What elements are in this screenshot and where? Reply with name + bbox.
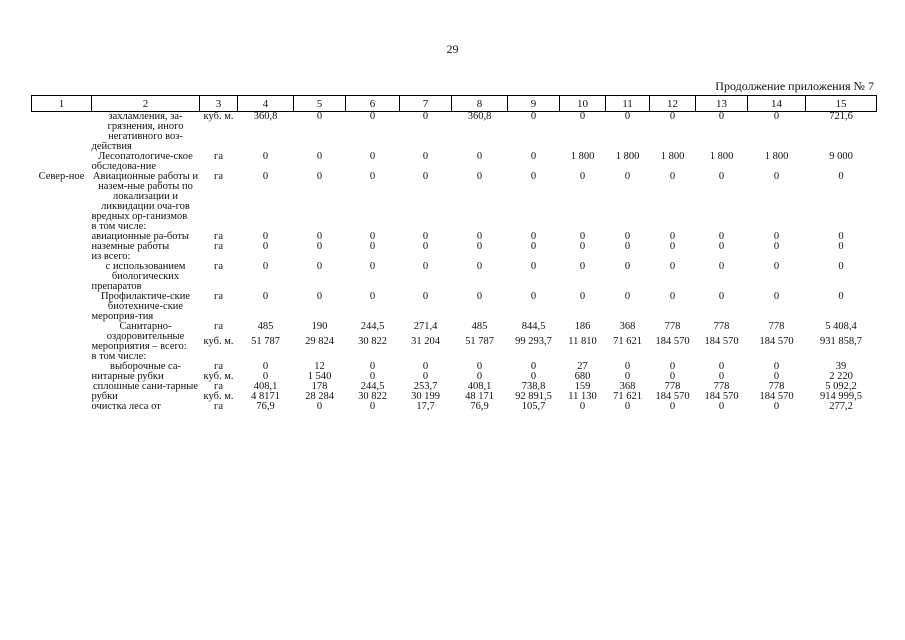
table-row (32, 362, 877, 372)
value-cell: 0 (422, 231, 429, 242)
column-header: 11 (606, 96, 650, 112)
region-cell (32, 402, 92, 412)
value-cell: 0 (669, 231, 676, 242)
value-cell: 184 570 (704, 391, 739, 402)
value-cell: 0 (476, 261, 483, 272)
column-header: 9 (508, 96, 560, 112)
value-cell: 184 570 (759, 336, 794, 347)
value-cell: 0 (838, 291, 844, 302)
value-cell: 0 (773, 231, 780, 242)
value-cell: 0 (369, 261, 376, 272)
value-cell: 0 (579, 171, 586, 182)
value-cell: 0 (773, 171, 780, 182)
value-cell: 0 (369, 291, 376, 302)
table-row (32, 322, 877, 337)
value-cell: 0 (579, 111, 586, 122)
value-cell: 360,8 (467, 111, 492, 122)
value-cell: 184 570 (655, 336, 690, 347)
value-cell: 39 (835, 361, 847, 372)
value-cell: 76,9 (256, 401, 275, 412)
region-cell (32, 252, 92, 262)
table-body (32, 112, 877, 413)
value-cell: 844,5 (521, 321, 546, 332)
column-header: 4 (238, 96, 294, 112)
column-header: 14 (748, 96, 806, 112)
value-cell: 0 (530, 151, 537, 162)
region-cell (32, 352, 92, 362)
value-cell: 0 (316, 171, 323, 182)
value-cell: 0 (624, 371, 631, 382)
column-header: 15 (806, 96, 877, 112)
value-cell: 0 (422, 111, 429, 122)
continuation-title: Продолжение приложения № 7 (715, 79, 874, 93)
value-cell: 0 (530, 111, 537, 122)
value-cell: 0 (476, 371, 483, 382)
column-header: 13 (696, 96, 748, 112)
value-cell: 0 (530, 171, 537, 182)
value-cell: 0 (262, 371, 269, 382)
value-cell: 0 (476, 241, 483, 252)
value-cell: 0 (838, 231, 844, 242)
column-header: 10 (560, 96, 606, 112)
activity-name-cell: в том числе: (91, 221, 147, 232)
region-cell (32, 382, 92, 402)
column-header: 2 (92, 96, 200, 112)
value-cell: 0 (838, 171, 844, 182)
value-cell: 0 (624, 361, 631, 372)
value-cell: 0 (718, 371, 725, 382)
value-cell: 0 (838, 241, 844, 252)
table-row (32, 172, 877, 222)
value-cell: 0 (262, 361, 269, 372)
value-cell: 0 (718, 241, 725, 252)
value-cell: 0 (422, 171, 429, 182)
value-cell: 99 293,7 (515, 336, 552, 347)
value-cell: 277,2 (829, 401, 853, 412)
value-cell: 0 (718, 401, 725, 412)
unit-cell: га (214, 321, 223, 332)
page-number: 29 (446, 42, 459, 56)
value-cell: 5 092,2 (825, 381, 857, 392)
value-cell: 105,7 (521, 401, 546, 412)
value-cell: 0 (422, 151, 429, 162)
value-cell: 0 (422, 261, 429, 272)
value-cell: 0 (369, 231, 376, 242)
activity-name-cell: очистка леса от (91, 401, 161, 412)
value-cell: 0 (624, 291, 631, 302)
value-cell: 0 (579, 231, 586, 242)
value-cell: 778 (713, 321, 730, 332)
value-cell: 30 822 (358, 391, 387, 402)
column-header: 12 (650, 96, 696, 112)
value-cell: 5 408,4 (825, 321, 857, 332)
value-cell: 27 (577, 361, 588, 372)
column-header: 6 (346, 96, 400, 112)
value-cell: 1 800 (764, 151, 789, 162)
value-cell: 0 (369, 371, 376, 382)
value-cell: 0 (530, 371, 537, 382)
value-cell: 0 (669, 371, 676, 382)
value-cell: 0 (316, 401, 323, 412)
value-cell: 9 000 (829, 151, 853, 162)
value-cell: 0 (773, 371, 780, 382)
region-cell (32, 222, 92, 232)
region-cell (32, 112, 92, 153)
value-cell: 186 (574, 321, 591, 332)
unit-cell: куб. м. (203, 371, 234, 382)
value-cell: 1 800 (709, 151, 734, 162)
value-cell: 0 (316, 261, 323, 272)
unit-cell: га (214, 261, 223, 272)
unit-cell: га (214, 401, 223, 412)
region-cell (32, 242, 92, 252)
value-cell: 0 (579, 401, 586, 412)
value-cell: 0 (773, 401, 780, 412)
value-cell: 0 (476, 291, 483, 302)
value-cell: 778 (664, 381, 681, 392)
value-cell: 11 130 (568, 391, 597, 402)
activity-name-cell: Санитарно-оздоровительные мероприятия – всего: (91, 321, 187, 352)
value-cell: 0 (718, 261, 725, 272)
activity-name-cell: выборочные са-нитарные рубки (91, 361, 182, 382)
table-row (32, 262, 877, 292)
value-cell: 0 (369, 111, 376, 122)
value-cell: 0 (262, 241, 269, 252)
activity-name-cell: Авиационные работы и назем-ные работы по локализации и ликвидации оча-гов вредных ор-ганизмов (91, 171, 199, 222)
value-cell: 778 (768, 321, 785, 332)
value-cell: 914 999,5 (820, 391, 862, 402)
value-cell: 778 (713, 381, 730, 392)
value-cell: 1 540 (307, 371, 332, 382)
value-cell: 0 (369, 241, 376, 252)
table-row (32, 382, 877, 392)
value-cell: 0 (669, 171, 676, 182)
region-cell (32, 362, 92, 382)
value-cell: 0 (773, 241, 780, 252)
value-cell: 0 (718, 361, 725, 372)
value-cell: 408,1 (467, 381, 492, 392)
region-cell (32, 232, 92, 242)
value-cell: 0 (422, 371, 429, 382)
value-cell: 0 (262, 231, 269, 242)
unit-cell: га (214, 151, 223, 162)
table-row (32, 112, 877, 153)
region-cell (32, 152, 92, 172)
value-cell: 71 621 (613, 391, 642, 402)
value-cell: 0 (624, 241, 631, 252)
value-cell: 28 284 (305, 391, 334, 402)
value-cell: 0 (316, 151, 323, 162)
value-cell: 0 (476, 361, 483, 372)
value-cell: 0 (530, 261, 537, 272)
value-cell: 190 (311, 321, 328, 332)
value-cell: 0 (316, 231, 323, 242)
value-cell: 0 (718, 231, 725, 242)
activity-name-cell: авиационные ра-боты (91, 231, 189, 242)
value-cell: 0 (316, 111, 323, 122)
table-row (32, 402, 877, 412)
value-cell: 0 (579, 291, 586, 302)
value-cell: 0 (262, 291, 269, 302)
column-header: 7 (400, 96, 452, 112)
unit-cell: га (214, 381, 223, 392)
activity-name-cell: захламления, за-грязнения, иного негативного воз-действия (91, 111, 184, 152)
activity-name-cell: Лесопатологиче-ское обследова-ние (91, 151, 193, 172)
value-cell: 0 (530, 241, 537, 252)
value-cell: 76,9 (470, 401, 489, 412)
value-cell: 0 (530, 291, 537, 302)
value-cell: 0 (316, 291, 323, 302)
value-cell: 0 (718, 171, 725, 182)
value-cell: 1 800 (570, 151, 595, 162)
unit-cell: куб. м. (203, 336, 234, 347)
value-cell: 0 (624, 231, 631, 242)
value-cell: 244,5 (360, 321, 385, 332)
region-cell (32, 322, 92, 352)
value-cell: 778 (768, 381, 785, 392)
value-cell: 680 (574, 371, 591, 382)
unit-cell: куб. м. (203, 111, 234, 122)
value-cell: 0 (669, 291, 676, 302)
value-cell: 1 800 (615, 151, 640, 162)
value-cell: 0 (422, 361, 429, 372)
value-cell: 17,7 (416, 401, 435, 412)
value-cell: 0 (669, 241, 676, 252)
value-cell: 0 (624, 111, 631, 122)
value-cell: 0 (669, 261, 676, 272)
value-cell: 12 (314, 361, 325, 372)
value-cell: 0 (773, 291, 780, 302)
value-cell: 0 (262, 261, 269, 272)
table-row (32, 152, 877, 172)
activity-name-cell: с использованием биологических препаратов (91, 261, 186, 292)
report-table (31, 95, 877, 412)
value-cell: 360,8 (253, 111, 278, 122)
value-cell: 408,1 (253, 381, 278, 392)
value-cell: 485 (257, 321, 274, 332)
value-cell: 0 (669, 111, 676, 122)
region-cell (32, 262, 92, 292)
value-cell: 778 (664, 321, 681, 332)
value-cell: 0 (422, 291, 429, 302)
activity-name-cell: наземные работы (91, 241, 170, 252)
column-header: 5 (294, 96, 346, 112)
value-cell: 0 (718, 291, 725, 302)
unit-cell: га (214, 171, 223, 182)
value-cell: 31 204 (411, 336, 440, 347)
value-cell: 51 787 (251, 336, 280, 347)
header-row (32, 96, 877, 112)
value-cell: 4 8171 (251, 391, 280, 402)
activity-name-cell: Профилактиче-ские биотехниче-ские мероприя-тия (91, 291, 191, 322)
value-cell: 0 (316, 241, 323, 252)
unit-cell: куб. м. (203, 391, 234, 402)
value-cell: 51 787 (465, 336, 494, 347)
activity-name-cell: из всего: (91, 251, 131, 262)
value-cell: 485 (471, 321, 488, 332)
value-cell: 0 (773, 361, 780, 372)
value-cell: 178 (311, 381, 328, 392)
value-cell: 0 (262, 171, 269, 182)
value-cell: 29 824 (305, 336, 334, 347)
value-cell: 931 858,7 (820, 336, 862, 347)
value-cell: 0 (369, 171, 376, 182)
value-cell: 244,5 (360, 381, 385, 392)
value-cell: 0 (476, 151, 483, 162)
value-cell: 0 (624, 171, 631, 182)
column-header: 8 (452, 96, 508, 112)
value-cell: 0 (262, 151, 269, 162)
value-cell: 253,7 (413, 381, 438, 392)
value-cell: 0 (624, 401, 631, 412)
unit-cell: га (214, 241, 223, 252)
value-cell: 0 (369, 401, 376, 412)
value-cell: 0 (530, 361, 537, 372)
value-cell: 0 (476, 171, 483, 182)
value-cell: 11 810 (568, 336, 597, 347)
value-cell: 0 (838, 261, 844, 272)
unit-cell: га (214, 291, 223, 302)
table-row (32, 292, 877, 322)
value-cell: 184 570 (704, 336, 739, 347)
value-cell: 184 570 (655, 391, 690, 402)
value-cell: 0 (773, 261, 780, 272)
unit-cell: га (214, 231, 223, 242)
value-cell: 738,8 (521, 381, 546, 392)
activity-name-cell: в том числе: (91, 351, 147, 362)
value-cell: 368 (619, 321, 636, 332)
value-cell: 0 (530, 231, 537, 242)
value-cell: 0 (669, 361, 676, 372)
value-cell: 2 220 (829, 371, 853, 382)
value-cell: 0 (624, 261, 631, 272)
value-cell: 0 (718, 111, 725, 122)
value-cell: 368 (619, 381, 636, 392)
activity-name-cell: сплошные сани-тарные рубки (91, 381, 198, 402)
value-cell: 0 (369, 361, 376, 372)
value-cell: 30 822 (358, 336, 387, 347)
value-cell: 30 199 (411, 391, 440, 402)
value-cell: 71 621 (613, 336, 642, 347)
value-cell: 0 (669, 401, 676, 412)
value-cell: 1 800 (660, 151, 685, 162)
region-cell (32, 292, 92, 322)
value-cell: 721,6 (829, 111, 853, 122)
table-header (32, 96, 877, 112)
value-cell: 92 891,5 (515, 391, 552, 402)
column-header: 3 (200, 96, 238, 112)
table-row (32, 242, 877, 252)
value-cell: 159 (574, 381, 591, 392)
value-cell: 0 (773, 111, 780, 122)
value-cell: 0 (369, 151, 376, 162)
value-cell: 0 (579, 261, 586, 272)
value-cell: 48 171 (465, 391, 494, 402)
value-cell: 0 (579, 241, 586, 252)
value-cell: 184 570 (759, 391, 794, 402)
region-cell: Север-ное (38, 171, 85, 182)
unit-cell: га (214, 361, 223, 372)
column-header: 1 (32, 96, 92, 112)
value-cell: 271,4 (413, 321, 438, 332)
value-cell: 0 (476, 231, 483, 242)
value-cell: 0 (422, 241, 429, 252)
